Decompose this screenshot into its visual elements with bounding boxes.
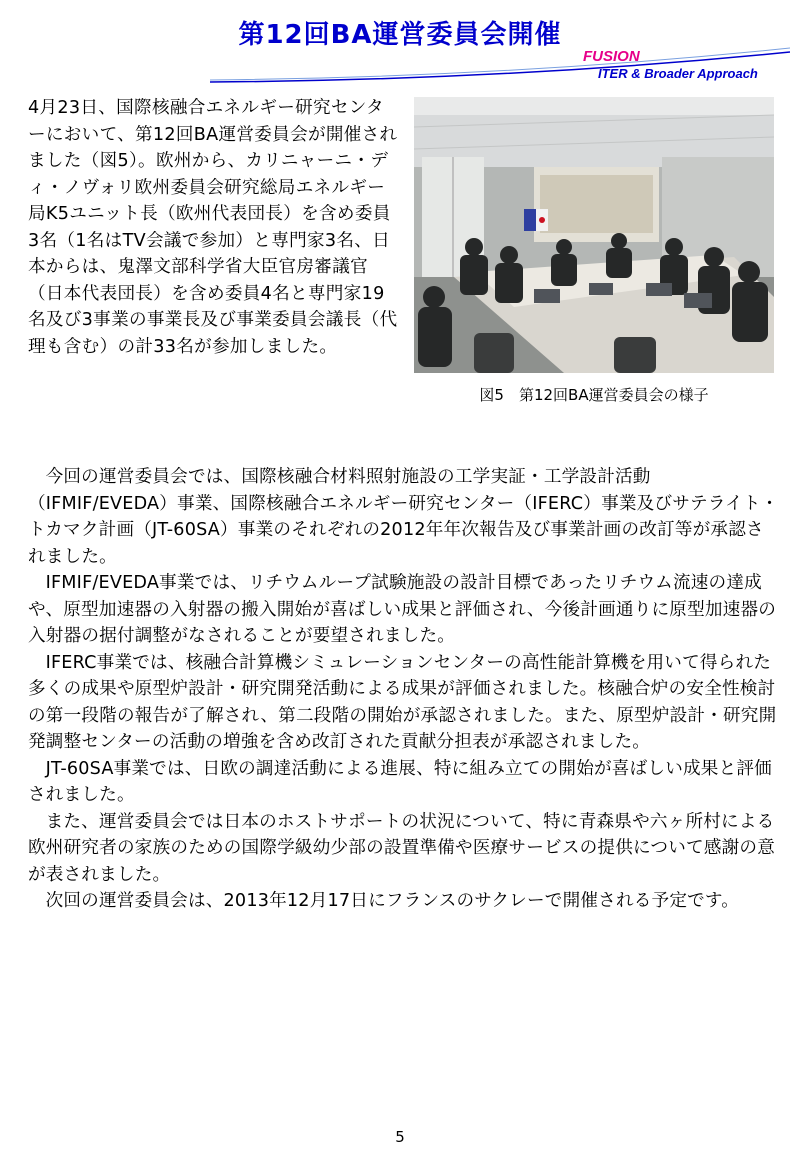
paragraph: また、運営委員会では日本のホストサポートの状況について、特に青森県や六ヶ所村による欧州研究者の家族のための国際学級幼少部の設置準備や医療サービスの提供について感謝の意が表されました。 [28,811,775,885]
iter-ba-badge: ITER & Broader Approach [598,66,758,81]
paragraph: IFMIF/EVEDA事業では、リチウムループ試験施設の設計目標であったリチウム流速の達成や、原型加速器の入射器の搬入開始が喜ばしい成果と評価され、今後計画通りに原型加速器の入射器の据付調整がなされることが要望されました。 [28,573,777,646]
article-body [28,464,780,915]
meeting-photo [414,97,774,373]
intro-paragraph: 4月23日、国際核融合エネルギー研究センターにおいて、第12回BA運営委員会が開催されました（図5）。欧州から、カリニャーニ・ディ・ノヴォリ欧州委員会研究総局エネルギー局K5ユニット長（欧州代表団長）を含め委員3名（1名はTV会議で参加）と専門家3名、日本からは、鬼澤文部科学省大臣官房審議官（日本代表団長）を含め委員4名と専門家19名及び3事業の事業長及び事業委員会議長（代理も含む）の計33名が参加しました。 [28,98,398,357]
paragraph: 次回の運営委員会は、2013年12月17日にフランスのサクレーで開催される予定です。 [45,891,740,911]
fusion-badge: FUSION [583,48,640,65]
paragraph: IFERC事業では、核融合計算機シミュレーションセンターの高性能計算機を用いて得られた多くの成果や原型炉設計・研究開発活動による成果が評価されました。核融合炉の安全性検討の第一段階の報告が了解され、第二段階の開始が承認されました。また、原型炉設計・研究開発調整センターの活動の増強を含め改訂された貢献分担表が承認されました。 [28,652,777,752]
paragraph: JT-60SA事業では、日欧の調達活動による進展、特に組み立ての開始が喜ばしい成果と評価されました。 [28,758,772,805]
page-number: 5 [395,1128,405,1146]
figure-caption: 図5 第12回BA運営委員会の様子 [479,386,709,404]
page-title: 第12回BA運営委員会開催 [238,20,562,50]
paragraph: 今回の運営委員会では、国際核融合材料照射施設の工学実証・工学設計活動（IFMIF/EVEDA）事業、国際核融合エネルギー研究センター（IFERC）事業及びサテライト・トカマク計画（JT-60SA）事業のそれぞれの2012年年次報告及び事業計画の改訂等が承認されました。 [28,467,779,567]
